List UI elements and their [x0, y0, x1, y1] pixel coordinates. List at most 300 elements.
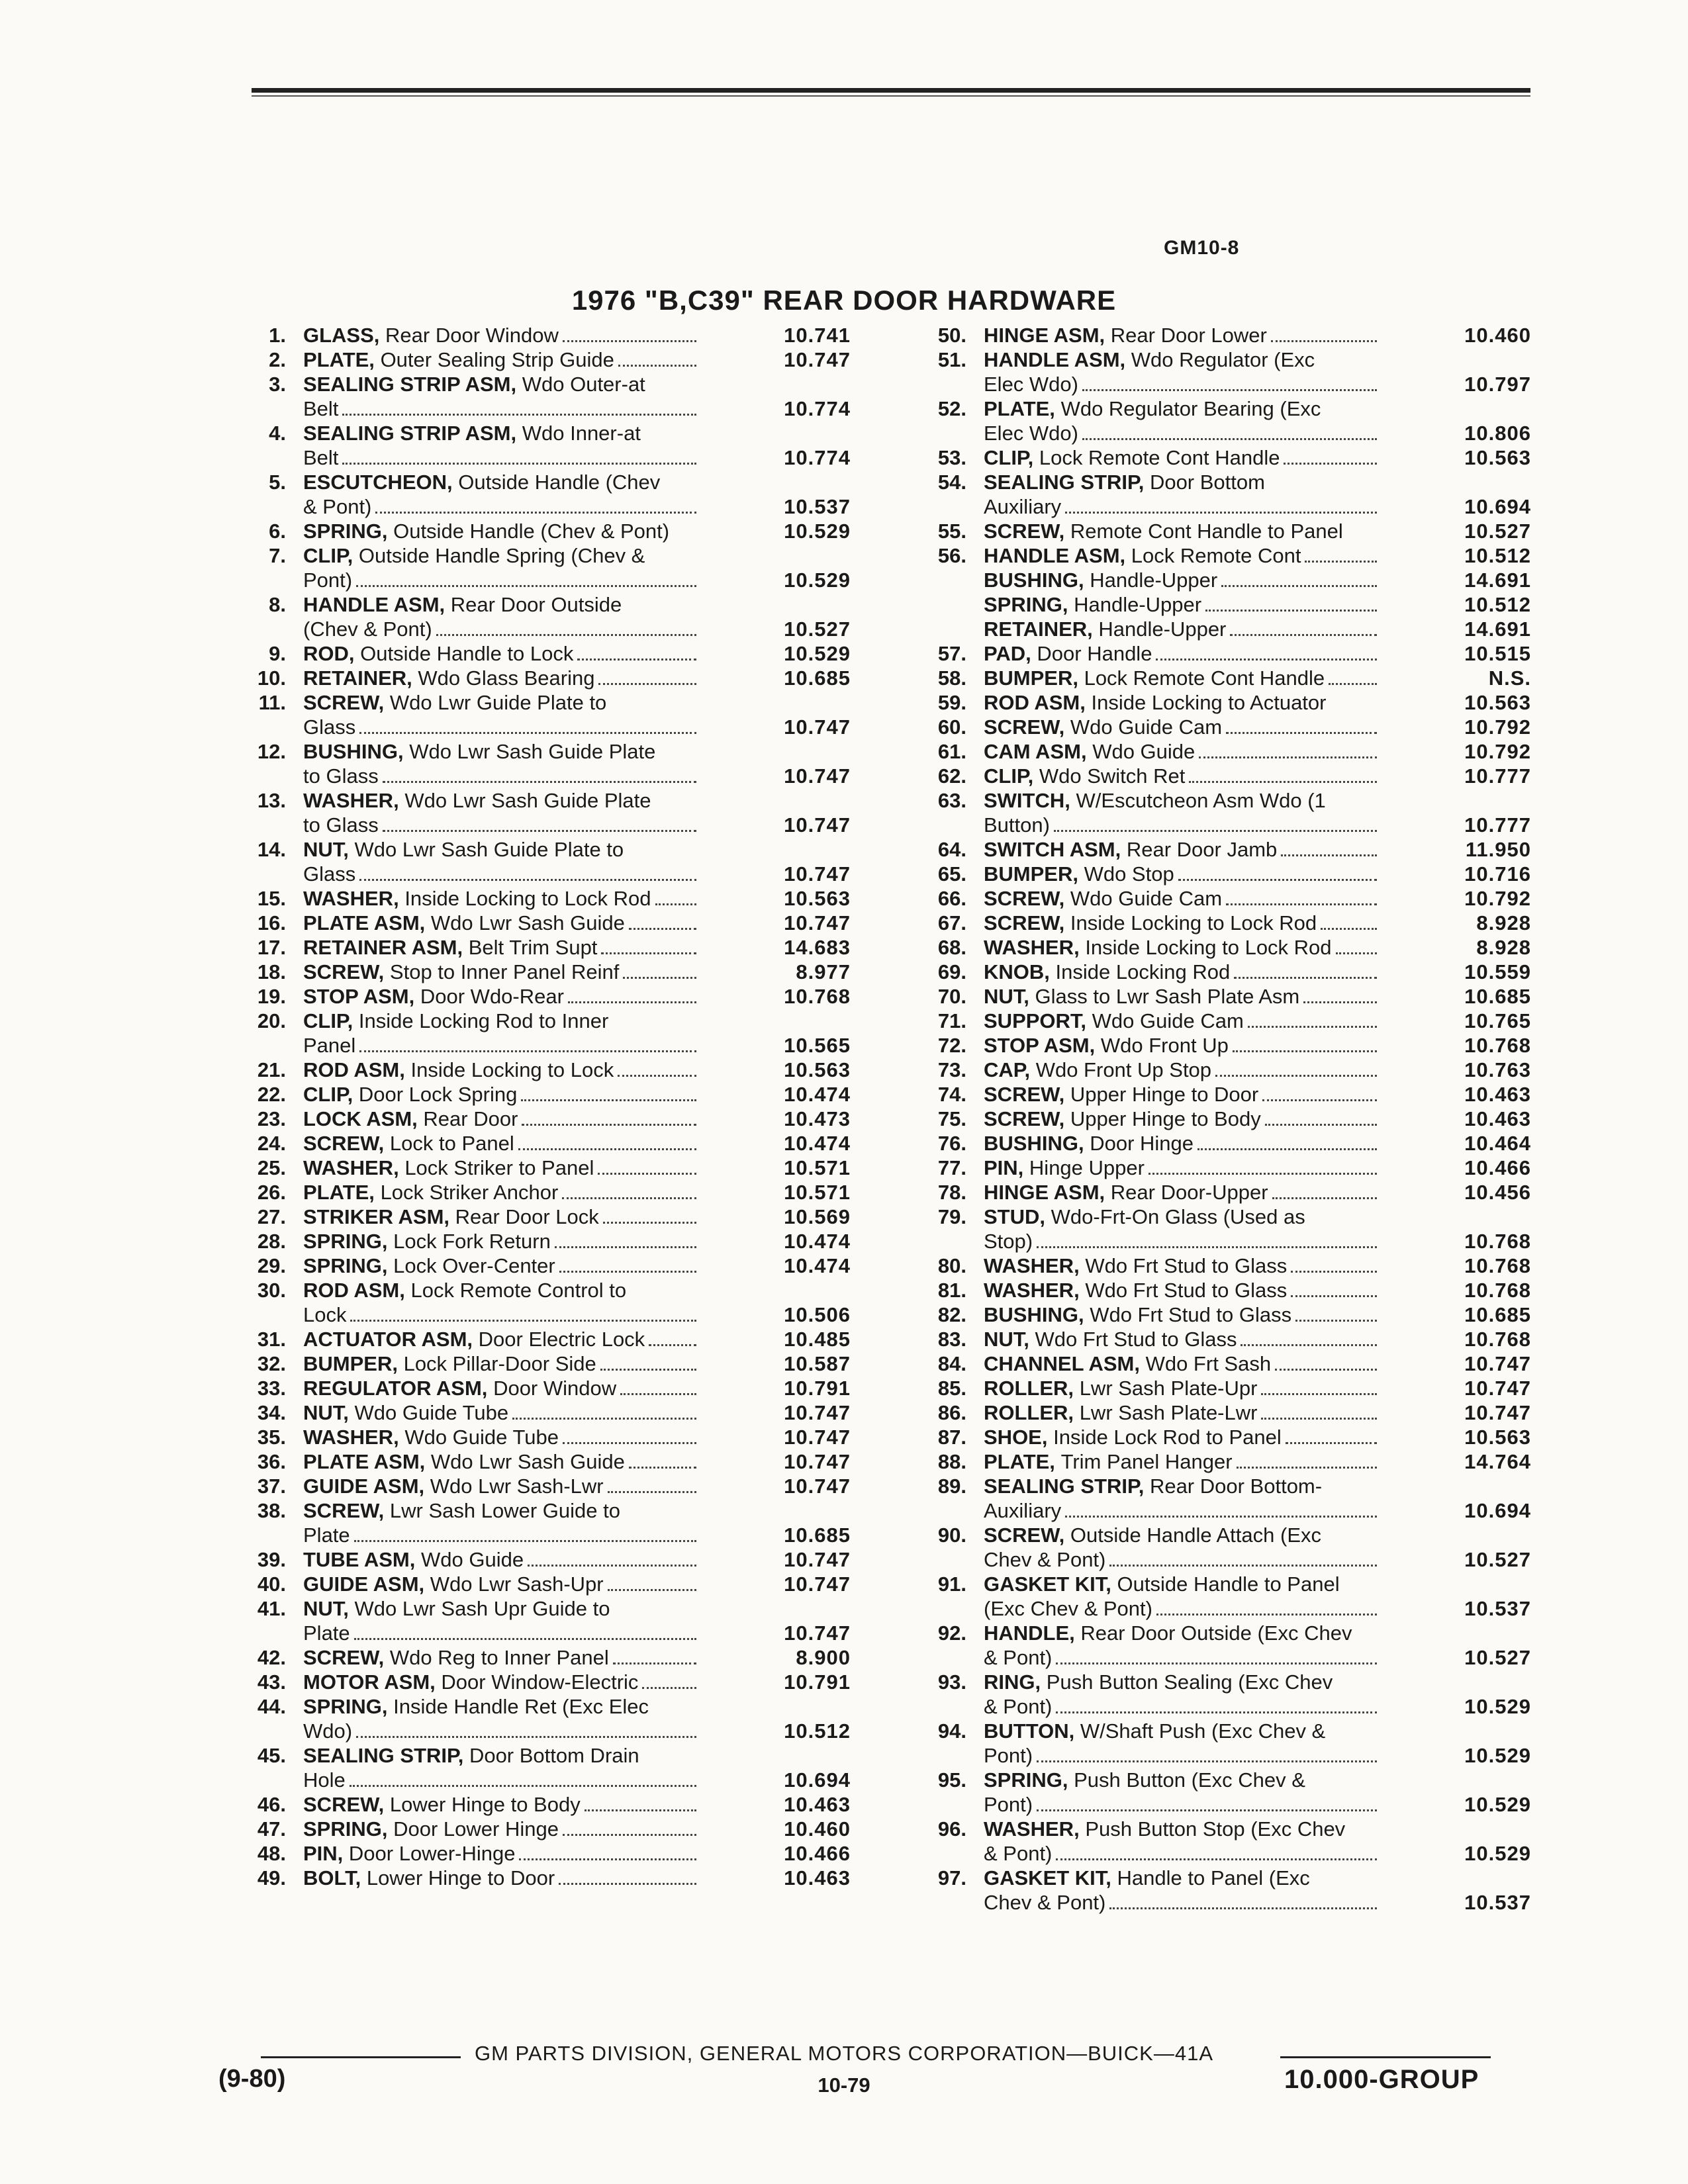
part-item [225, 1694, 854, 1743]
description-text: Lock [303, 1303, 347, 1326]
part-item [906, 1351, 1534, 1376]
part-description [984, 1156, 1381, 1180]
description-line [984, 984, 1381, 1009]
group-number: 10.474 [784, 1230, 851, 1253]
part-item [906, 764, 1534, 788]
part-description [984, 862, 1381, 886]
part-number: 53. [937, 446, 966, 469]
part-description [303, 1351, 700, 1376]
group-number: 10.774 [784, 397, 851, 420]
part-number: 47. [257, 1817, 286, 1841]
dot-leader [1265, 1124, 1377, 1126]
description-text: Lock to Panel [389, 1132, 514, 1155]
part-item [225, 1156, 854, 1180]
part-number: 86. [937, 1401, 966, 1424]
description-text: Lwr Sash Plate-Upr [1079, 1377, 1258, 1400]
part-item [225, 1572, 854, 1596]
part-item [906, 960, 1534, 984]
part-number: 41. [257, 1597, 286, 1620]
part-name: BUSHING, [984, 569, 1084, 592]
description-text: Rear Door Bottom- [1149, 1475, 1323, 1498]
group-number: 10.529 [784, 569, 851, 592]
description-text: Wdo Guide [1092, 740, 1196, 763]
part-name: ROLLER, [984, 1401, 1074, 1424]
part-description [303, 1376, 700, 1400]
description-line [984, 935, 1381, 960]
dot-leader [1226, 903, 1377, 905]
description-text: Lock Pillar-Door Side [403, 1352, 596, 1375]
group-number: 10.529 [784, 520, 851, 543]
description-text: Plate [303, 1621, 350, 1645]
part-name: HANDLE ASM, [984, 544, 1126, 567]
description-line [303, 1253, 700, 1278]
part-number: 17. [257, 936, 286, 959]
part-item [906, 666, 1534, 690]
description-line [984, 1621, 1381, 1645]
group-number: 10.747 [784, 764, 851, 788]
description-line [984, 1694, 1381, 1719]
part-description [303, 1792, 700, 1817]
group-number: 10.463 [1464, 1083, 1531, 1106]
description-line [303, 1009, 700, 1033]
group-number: 10.768 [784, 985, 851, 1008]
dot-leader [1291, 1295, 1377, 1297]
parts-list-left [225, 323, 854, 1890]
part-number: 96. [937, 1817, 966, 1841]
description-line [984, 1572, 1381, 1596]
description-text: Inside Locking to Actuator [1091, 691, 1327, 714]
part-item [906, 323, 1534, 347]
dot-leader [354, 1540, 696, 1542]
part-description [303, 347, 700, 372]
dot-leader [1149, 1173, 1377, 1175]
part-item [225, 690, 854, 739]
part-item [225, 1180, 854, 1205]
description-text: Lock Remote Cont Handle [1039, 446, 1280, 469]
part-number: 5. [269, 471, 286, 494]
part-name: WASHER, [303, 1156, 399, 1179]
part-number: 34. [257, 1401, 286, 1424]
description-text: Inside Locking Rod [1055, 960, 1231, 983]
part-number: 3. [269, 373, 286, 396]
part-item [906, 1866, 1534, 1915]
part-number: 29. [257, 1254, 286, 1277]
part-number: 67. [937, 911, 966, 934]
part-item [225, 1376, 854, 1400]
dot-leader [1233, 1050, 1377, 1052]
dot-leader [359, 879, 696, 881]
description-text: Inside Locking to Lock [410, 1058, 614, 1081]
group-number: 10.768 [1464, 1328, 1531, 1351]
description-text: Plate [303, 1524, 350, 1547]
description-line [984, 1156, 1381, 1180]
description-text: Lock Striker to Panel [404, 1156, 594, 1179]
part-item [225, 543, 854, 592]
description-line [303, 1645, 700, 1670]
description-line [984, 470, 1381, 494]
dot-leader [598, 683, 696, 685]
part-description [303, 1743, 700, 1792]
description-text: Rear Door [423, 1107, 518, 1130]
dot-leader [519, 1858, 696, 1860]
part-name: BUSHING, [984, 1132, 1084, 1155]
group-number: 10.571 [784, 1181, 851, 1204]
dot-leader [1281, 854, 1377, 856]
group-number: 10.768 [1464, 1279, 1531, 1302]
description-line [303, 592, 700, 617]
description-text: Outside Handle to Lock [360, 642, 574, 665]
description-text: Wdo Front Up [1100, 1034, 1229, 1057]
description-text: Push Button (Exc Chev & [1074, 1768, 1305, 1792]
description-line [303, 1033, 700, 1058]
description-line [303, 372, 700, 396]
part-item [225, 1229, 854, 1253]
description-line [303, 1621, 700, 1645]
description-line [984, 396, 1381, 421]
group-number: 10.563 [1464, 1426, 1531, 1449]
dot-leader [1082, 438, 1377, 440]
group-number: 10.685 [1464, 1303, 1531, 1326]
description-text: Pont) [984, 1744, 1033, 1767]
part-item [225, 1205, 854, 1229]
description-text: Door Window [493, 1377, 617, 1400]
part-name: SPRING, [984, 593, 1068, 616]
dot-leader [528, 1565, 696, 1567]
part-name: ROD ASM, [303, 1058, 405, 1081]
part-item [225, 1645, 854, 1670]
group-number: 10.485 [784, 1328, 851, 1351]
description-text: Door Lower Hinge [393, 1817, 559, 1841]
part-number: 6. [269, 520, 286, 543]
part-description [984, 1376, 1381, 1400]
top-rule [252, 88, 1530, 93]
part-number: 55. [937, 520, 966, 543]
part-number: 94. [937, 1719, 966, 1743]
group-number: 10.747 [784, 1572, 851, 1596]
dot-leader [563, 1442, 696, 1444]
description-line [303, 862, 700, 886]
description-text: Door Hinge [1090, 1132, 1194, 1155]
part-name: NUT, [984, 1328, 1029, 1351]
part-item [906, 690, 1534, 715]
group-number: 10.529 [784, 642, 851, 665]
part-item [906, 568, 1534, 592]
description-text: Wdo Regulator (Exc [1131, 348, 1315, 371]
dot-leader [356, 585, 696, 587]
part-item [906, 1033, 1534, 1058]
description-line [303, 666, 700, 690]
description-line [303, 1866, 700, 1890]
description-text: & Pont) [984, 1646, 1053, 1669]
part-item [906, 1107, 1534, 1131]
description-line [303, 911, 700, 935]
dot-leader [1336, 952, 1377, 954]
part-number: 69. [937, 960, 966, 983]
part-name: WASHER, [984, 1254, 1080, 1277]
part-name: SCREW, [984, 715, 1065, 739]
part-description [984, 1082, 1381, 1107]
part-name: SEALING STRIP, [984, 471, 1145, 494]
description-line [984, 1449, 1381, 1474]
dot-leader [436, 634, 696, 636]
description-text: Hole [303, 1768, 346, 1792]
dot-leader [1234, 977, 1377, 979]
dot-leader [629, 1467, 696, 1469]
part-name: PLATE, [984, 1450, 1055, 1473]
part-description [303, 592, 700, 641]
description-text: Glass to Lwr Sash Plate Asm [1035, 985, 1300, 1008]
part-number: 19. [257, 985, 286, 1008]
group-number: 10.506 [784, 1303, 851, 1326]
dot-leader [518, 1148, 696, 1150]
part-description [303, 788, 700, 837]
part-name: CLIP, [303, 544, 353, 567]
part-description [303, 421, 700, 470]
description-line [984, 494, 1381, 519]
part-number: 44. [257, 1695, 286, 1718]
description-line [303, 1498, 700, 1523]
group-number: 10.777 [1464, 764, 1531, 788]
description-line [984, 1327, 1381, 1351]
part-description [303, 1547, 700, 1572]
group-number: 10.747 [1464, 1377, 1531, 1400]
part-description [984, 764, 1381, 788]
dot-leader [375, 512, 696, 514]
description-line [984, 715, 1381, 739]
group-number: 10.747 [784, 1401, 851, 1424]
part-description [984, 1253, 1381, 1278]
part-description [984, 470, 1381, 519]
description-line [303, 1841, 700, 1866]
description-text: Chev & Pont) [984, 1548, 1106, 1571]
part-description [984, 715, 1381, 739]
description-line [303, 445, 700, 470]
description-text: Wdo Frt Stud to Glass [1035, 1328, 1237, 1351]
description-text: Door Electric Lock [478, 1328, 645, 1351]
description-text: Wdo Glass Bearing [418, 666, 595, 690]
description-line [984, 1670, 1381, 1694]
description-text: Wdo Guide Cam [1092, 1009, 1244, 1032]
description-line [303, 421, 700, 445]
part-item [225, 470, 854, 519]
dot-leader [1056, 1858, 1377, 1860]
description-text: Wdo Lwr Sash Guide Plate [409, 740, 656, 763]
dot-leader [522, 1124, 696, 1126]
part-number: 24. [257, 1132, 286, 1155]
part-number: 83. [937, 1328, 966, 1351]
description-line [303, 837, 700, 862]
group-number: 10.529 [1464, 1793, 1531, 1816]
part-description [303, 543, 700, 592]
part-number: 12. [257, 740, 286, 763]
dot-leader [1303, 1001, 1377, 1003]
group-number: 10.474 [784, 1254, 851, 1277]
part-description [303, 1156, 700, 1180]
description-line [303, 1572, 700, 1596]
description-line [303, 1547, 700, 1572]
group-number: 10.694 [784, 1768, 851, 1792]
part-number: 2. [269, 348, 286, 371]
part-description [303, 666, 700, 690]
description-text: Outer Sealing Strip Guide [380, 348, 614, 371]
part-description [303, 690, 700, 739]
parts-list-right [906, 323, 1534, 1915]
description-text: Rear Door Window [385, 324, 559, 347]
group-number: 10.515 [1464, 642, 1531, 665]
part-description [303, 1498, 700, 1547]
part-description [303, 935, 700, 960]
part-number: 14. [257, 838, 286, 861]
part-description [984, 1058, 1381, 1082]
part-description [984, 396, 1381, 445]
part-item [906, 1156, 1534, 1180]
dot-leader [608, 1589, 696, 1591]
description-text: Outside Handle Attach (Exc [1070, 1524, 1322, 1547]
part-number: 71. [937, 1009, 966, 1032]
description-line [303, 1351, 700, 1376]
footer-page-number: 10-79 [818, 2073, 870, 2097]
part-item [225, 1058, 854, 1082]
part-description [984, 1009, 1381, 1033]
group-number: 10.512 [1464, 544, 1531, 567]
description-text: Wdo Guide Cam [1070, 715, 1223, 739]
part-name: GUIDE ASM, [303, 1572, 425, 1596]
description-text: Wdo Lwr Sash Guide [430, 1450, 625, 1473]
dot-leader [642, 1687, 696, 1689]
part-description [303, 1449, 700, 1474]
description-text: Door Window-Electric [441, 1670, 639, 1694]
part-item [906, 837, 1534, 862]
description-line [984, 813, 1381, 837]
description-text: to Glass [303, 764, 379, 788]
part-item [906, 470, 1534, 519]
part-item [225, 1547, 854, 1572]
part-description [303, 1009, 700, 1058]
part-item [906, 1058, 1534, 1082]
part-name: SCREW, [303, 1793, 385, 1816]
part-item [906, 862, 1534, 886]
description-text: Lock Remote Control to [410, 1279, 627, 1302]
part-item [906, 1082, 1534, 1107]
group-number: 10.456 [1464, 1181, 1531, 1204]
part-name: BUSHING, [303, 740, 404, 763]
part-number: 85. [937, 1377, 966, 1400]
group-number: 10.763 [1464, 1058, 1531, 1081]
part-description [984, 1327, 1381, 1351]
part-number: 48. [257, 1842, 286, 1865]
part-item [225, 935, 854, 960]
dot-leader [1156, 659, 1377, 660]
part-description [984, 1474, 1381, 1523]
part-number: 21. [257, 1058, 286, 1081]
dot-leader [1226, 732, 1377, 734]
description-line [984, 592, 1381, 617]
part-item [225, 1351, 854, 1376]
dot-leader [655, 903, 696, 905]
description-text: Door Bottom Drain [469, 1744, 639, 1767]
part-item [225, 886, 854, 911]
part-number: 79. [937, 1205, 966, 1228]
description-line [984, 1351, 1381, 1376]
part-item [906, 1719, 1534, 1768]
description-line [303, 935, 700, 960]
description-line [984, 1768, 1381, 1792]
part-name: SCREW, [984, 1083, 1065, 1106]
dot-leader [1156, 1614, 1377, 1615]
part-name: SPRING, [303, 1254, 388, 1277]
part-name: BUMPER, [984, 862, 1078, 886]
description-text: Handle-Upper [1090, 569, 1218, 592]
part-item [906, 715, 1534, 739]
part-name: ROD, [303, 642, 355, 665]
part-number: 45. [257, 1744, 286, 1767]
description-line [303, 960, 700, 984]
description-line [303, 1278, 700, 1302]
part-number: 66. [937, 887, 966, 910]
group-number: 10.571 [784, 1156, 851, 1179]
part-name: SCREW, [303, 691, 385, 714]
description-line [984, 1400, 1381, 1425]
description-line [303, 470, 700, 494]
dot-leader [1261, 1393, 1377, 1395]
description-text: Belt Trim Supt [468, 936, 598, 959]
description-line [984, 837, 1381, 862]
part-item [906, 1425, 1534, 1449]
description-line [303, 617, 700, 641]
part-item [906, 1621, 1534, 1670]
group-number: 10.747 [784, 348, 851, 371]
part-number: 30. [257, 1279, 286, 1302]
description-text: Wdo Lwr Sash-Lwr [430, 1475, 604, 1498]
description-line [303, 1768, 700, 1792]
part-description [984, 1425, 1381, 1449]
dot-leader [1065, 1516, 1377, 1518]
description-line [984, 690, 1381, 715]
part-description [984, 788, 1381, 837]
dot-leader [598, 1173, 696, 1175]
dot-leader [1305, 561, 1377, 563]
part-number: 91. [937, 1572, 966, 1596]
part-item [225, 1449, 854, 1474]
part-number: 25. [257, 1156, 286, 1179]
part-number: 59. [937, 691, 966, 714]
group-number: 10.463 [1464, 1107, 1531, 1130]
part-item [225, 1474, 854, 1498]
group-number: 10.474 [784, 1083, 851, 1106]
part-number: 77. [937, 1156, 966, 1179]
description-line [303, 1817, 700, 1841]
part-name: SCREW, [984, 520, 1065, 543]
group-number: 10.563 [784, 1058, 851, 1081]
part-description [984, 935, 1381, 960]
description-line [303, 396, 700, 421]
part-description [303, 1425, 700, 1449]
part-item [225, 666, 854, 690]
part-description [984, 1866, 1381, 1915]
part-name: PLATE, [303, 348, 375, 371]
description-text: Belt [303, 397, 339, 420]
description-text: Elec Wdo) [984, 422, 1078, 445]
description-text: Wdo Lwr Sash Upr Guide to [354, 1597, 610, 1620]
description-line [303, 1474, 700, 1498]
part-name: SEALING STRIP ASM, [303, 373, 517, 396]
part-item [906, 788, 1534, 837]
description-text: Wdo Lwr Sash-Upr [430, 1572, 604, 1596]
group-number: 10.537 [784, 495, 851, 518]
part-name: GASKET KIT, [984, 1866, 1111, 1889]
part-description [984, 519, 1381, 543]
group-number: 10.527 [784, 617, 851, 641]
